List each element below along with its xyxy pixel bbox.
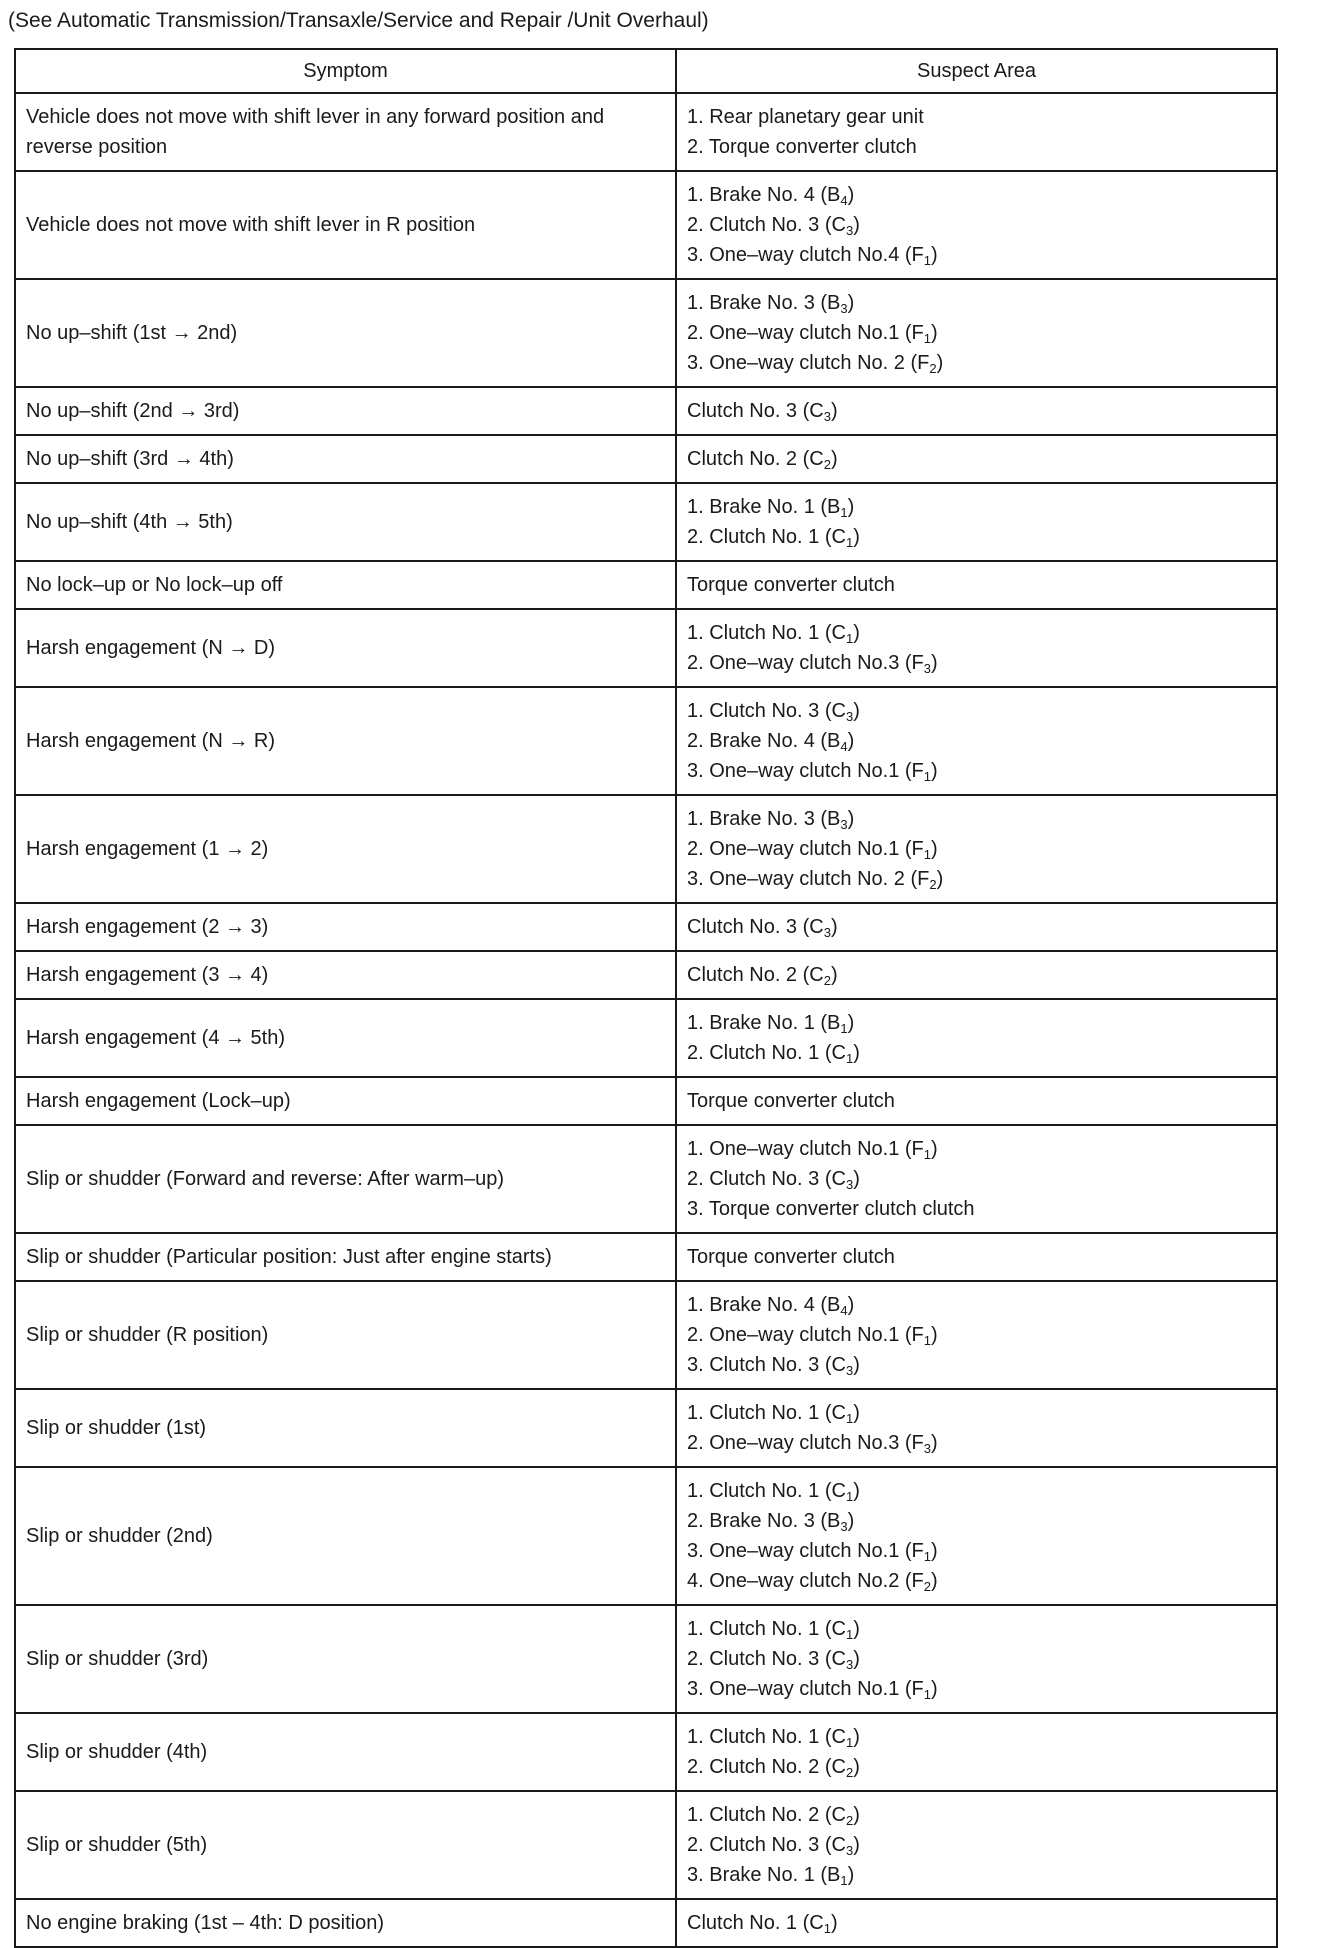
table-row xyxy=(15,561,1277,609)
suspect-area-cell xyxy=(676,951,1277,999)
suspect-area-cell xyxy=(676,1713,1277,1791)
suspect-area-item: 3. One–way clutch No. 2 $(F_2)$ xyxy=(687,352,944,376)
symptom-cell: Slip or shudder (Forward and reverse: After warm–up) xyxy=(15,1125,676,1233)
suspect-area-item: 1. Clutch No. 2 $(C_2)$ xyxy=(687,1804,860,1828)
table-row xyxy=(15,1467,1277,1605)
suspect-area-item: Clutch No. 1 $(C_1)$ xyxy=(687,1912,838,1936)
suspect-area-item: Torque converter clutch xyxy=(687,1246,895,1268)
table-row xyxy=(15,951,1277,999)
suspect-area-item: 2. Torque converter clutch xyxy=(687,136,917,158)
symptom-cell: Vehicle does not move with shift lever in any forward position and reverse position xyxy=(15,93,676,171)
symptom-header: Symptom xyxy=(15,49,676,93)
suspect-area-item: 2. One–way clutch No.1 $(F_1)$ xyxy=(687,838,938,862)
symptom-cell: Harsh engagement (4 → 5th) xyxy=(15,999,676,1077)
suspect-area-cell xyxy=(676,279,1277,387)
symptom-cell: Slip or shudder (1st) xyxy=(15,1389,676,1467)
table-row xyxy=(15,1899,1277,1947)
suspect-area-item: 1. Clutch No. 1 $(C_1)$ xyxy=(687,1480,860,1504)
symptom-cell: Harsh engagement (3 → 4) xyxy=(15,951,676,999)
suspect-area-cell xyxy=(676,1605,1277,1713)
suspect-area-item: 2. One–way clutch No.3 $(F_3)$ xyxy=(687,1432,938,1456)
suspect-area-cell xyxy=(676,609,1277,687)
suspect-area-item: 2. Clutch No. 1 $(C_1)$ xyxy=(687,526,860,550)
symptom-cell: No up–shift (3rd → 4th) xyxy=(15,435,676,483)
suspect-area-item: 3. One–way clutch No. 2 $(F_2)$ xyxy=(687,868,944,892)
suspect-area-cell xyxy=(676,1233,1277,1281)
table-row xyxy=(15,687,1277,795)
suspect-area-cell xyxy=(676,1077,1277,1125)
table-row xyxy=(15,435,1277,483)
symptom-cell: Harsh engagement (N → D) xyxy=(15,609,676,687)
suspect-area-cell xyxy=(676,903,1277,951)
suspect-area-item: 3. Clutch No. 3 $(C_3)$ xyxy=(687,1354,860,1378)
symptom-cell: No up–shift (2nd → 3rd) xyxy=(15,387,676,435)
table-row xyxy=(15,279,1277,387)
suspect-area-item: 3. One–way clutch No.1 $(F_1)$ xyxy=(687,760,938,784)
table-row xyxy=(15,1077,1277,1125)
suspect-area-cell xyxy=(676,561,1277,609)
suspect-area-cell xyxy=(676,1899,1277,1947)
symptom-cell: No up–shift (1st → 2nd) xyxy=(15,279,676,387)
symptom-cell: No engine braking (1st – 4th: D position) xyxy=(15,1899,676,1947)
suspect-area-item: 3. One–way clutch No.1 $(F_1)$ xyxy=(687,1540,938,1564)
suspect-area-cell xyxy=(676,1791,1277,1899)
suspect-area-item: 1. Brake No. 1 $(B_1)$ xyxy=(687,1012,855,1036)
suspect-area-item: 2. Clutch No. 2 $(C_2)$ xyxy=(687,1756,860,1780)
suspect-area-header: Suspect Area xyxy=(676,49,1277,93)
suspect-area-cell xyxy=(676,1389,1277,1467)
suspect-area-cell xyxy=(676,1281,1277,1389)
table-header-row xyxy=(15,49,1277,93)
suspect-area-cell xyxy=(676,483,1277,561)
suspect-area-cell xyxy=(676,1125,1277,1233)
symptom-cell: Harsh engagement (2 → 3) xyxy=(15,903,676,951)
table-row xyxy=(15,1125,1277,1233)
table-row xyxy=(15,609,1277,687)
table-row xyxy=(15,93,1277,171)
suspect-area-item: 1. Clutch No. 1 $(C_1)$ xyxy=(687,1402,860,1426)
symptom-cell: Harsh engagement (1 → 2) xyxy=(15,795,676,903)
table-row xyxy=(15,1389,1277,1467)
symptom-cell: No up–shift (4th → 5th) xyxy=(15,483,676,561)
suspect-area-item: 1. Clutch No. 1 $(C_1)$ xyxy=(687,1726,860,1750)
suspect-area-cell xyxy=(676,1467,1277,1605)
suspect-area-item: 1. Brake No. 3 $(B_3)$ xyxy=(687,808,855,832)
suspect-area-item: 2. Clutch No. 3 $(C_3)$ xyxy=(687,1834,860,1858)
suspect-area-item: 1. One–way clutch No.1 $(F_1)$ xyxy=(687,1138,938,1162)
suspect-area-item: 4. One–way clutch No.2 $(F_2)$ xyxy=(687,1570,938,1594)
suspect-area-item: 1. Brake No. 4 $(B_4)$ xyxy=(687,1294,855,1318)
symptom-cell: Slip or shudder (2nd) xyxy=(15,1467,676,1605)
table-row xyxy=(15,387,1277,435)
suspect-area-cell xyxy=(676,687,1277,795)
suspect-area-cell xyxy=(676,93,1277,171)
table-row xyxy=(15,1605,1277,1713)
suspect-area-item: 2. Brake No. 4 $(B_4)$ xyxy=(687,730,855,754)
suspect-area-item: 3. Brake No. 1 $(B_1)$ xyxy=(687,1864,855,1888)
suspect-area-item: 2. Clutch No. 3 $(C_3)$ xyxy=(687,1168,860,1192)
suspect-area-cell xyxy=(676,171,1277,279)
symptom-cell: Harsh engagement (Lock–up) xyxy=(15,1077,676,1125)
suspect-area-item: 2. Clutch No. 3 $(C_3)$ xyxy=(687,214,860,238)
suspect-area-cell xyxy=(676,387,1277,435)
table-row xyxy=(15,795,1277,903)
table-row xyxy=(15,1791,1277,1899)
suspect-area-item: 3. One–way clutch No.4 $(F_1)$ xyxy=(687,244,938,268)
suspect-area-item: Clutch No. 3 $(C_3)$ xyxy=(687,916,838,940)
suspect-area-item: 1. Clutch No. 3 $(C_3)$ xyxy=(687,700,860,724)
symptom-cell: Slip or shudder (R position) xyxy=(15,1281,676,1389)
suspect-area-item: 3. Torque converter clutch clutch xyxy=(687,1198,975,1220)
suspect-area-cell xyxy=(676,795,1277,903)
symptom-cell: Slip or shudder (4th) xyxy=(15,1713,676,1791)
symptom-cell: Slip or shudder (5th) xyxy=(15,1791,676,1899)
table-row xyxy=(15,483,1277,561)
symptom-cell: No lock–up or No lock–up off xyxy=(15,561,676,609)
suspect-area-item: 2. One–way clutch No.3 $(F_3)$ xyxy=(687,652,938,676)
diagnosis-table xyxy=(14,48,1278,1948)
suspect-area-item: Clutch No. 2 $(C_2)$ xyxy=(687,448,838,472)
symptom-cell: Slip or shudder (Particular position: Just after engine starts) xyxy=(15,1233,676,1281)
suspect-area-cell xyxy=(676,999,1277,1077)
table-row xyxy=(15,1281,1277,1389)
suspect-area-item: Torque converter clutch xyxy=(687,574,895,596)
suspect-area-item: Torque converter clutch xyxy=(687,1090,895,1112)
table-row xyxy=(15,171,1277,279)
table-row xyxy=(15,1233,1277,1281)
table-body xyxy=(15,93,1277,1947)
suspect-area-item: 2. Brake No. 3 $(B_3)$ xyxy=(687,1510,855,1534)
table-row xyxy=(15,903,1277,951)
suspect-area-item: 2. Clutch No. 3 $(C_3)$ xyxy=(687,1648,860,1672)
suspect-area-item: 1. Brake No. 4 $(B_4)$ xyxy=(687,184,855,208)
symptom-cell: Vehicle does not move with shift lever in R position xyxy=(15,171,676,279)
table-row xyxy=(15,999,1277,1077)
suspect-area-item: 1. Clutch No. 1 $(C_1)$ xyxy=(687,1618,860,1642)
symptom-cell: Harsh engagement (N → R) xyxy=(15,687,676,795)
suspect-area-item: Clutch No. 3 $(C_3)$ xyxy=(687,400,838,424)
table-row xyxy=(15,1713,1277,1791)
suspect-area-cell xyxy=(676,435,1277,483)
suspect-area-item: 1. Rear planetary gear unit xyxy=(687,106,924,128)
suspect-area-item: 2. One–way clutch No.1 $(F_1)$ xyxy=(687,1324,938,1348)
symptom-cell: Slip or shudder (3rd) xyxy=(15,1605,676,1713)
suspect-area-item: 2. One–way clutch No.1 $(F_1)$ xyxy=(687,322,938,346)
suspect-area-item: 1. Brake No. 3 $(B_3)$ xyxy=(687,292,855,316)
suspect-area-item: Clutch No. 2 $(C_2)$ xyxy=(687,964,838,988)
suspect-area-item: 1. Brake No. 1 $(B_1)$ xyxy=(687,496,855,520)
reference-note: (See Automatic Transmission/Transaxle/Service and Repair /Unit Overhaul) xyxy=(8,9,709,32)
suspect-area-item: 3. One–way clutch No.1 $(F_1)$ xyxy=(687,1678,938,1702)
suspect-area-item: 2. Clutch No. 1 $(C_1)$ xyxy=(687,1042,860,1066)
suspect-area-item: 1. Clutch No. 1 $(C_1)$ xyxy=(687,622,860,646)
